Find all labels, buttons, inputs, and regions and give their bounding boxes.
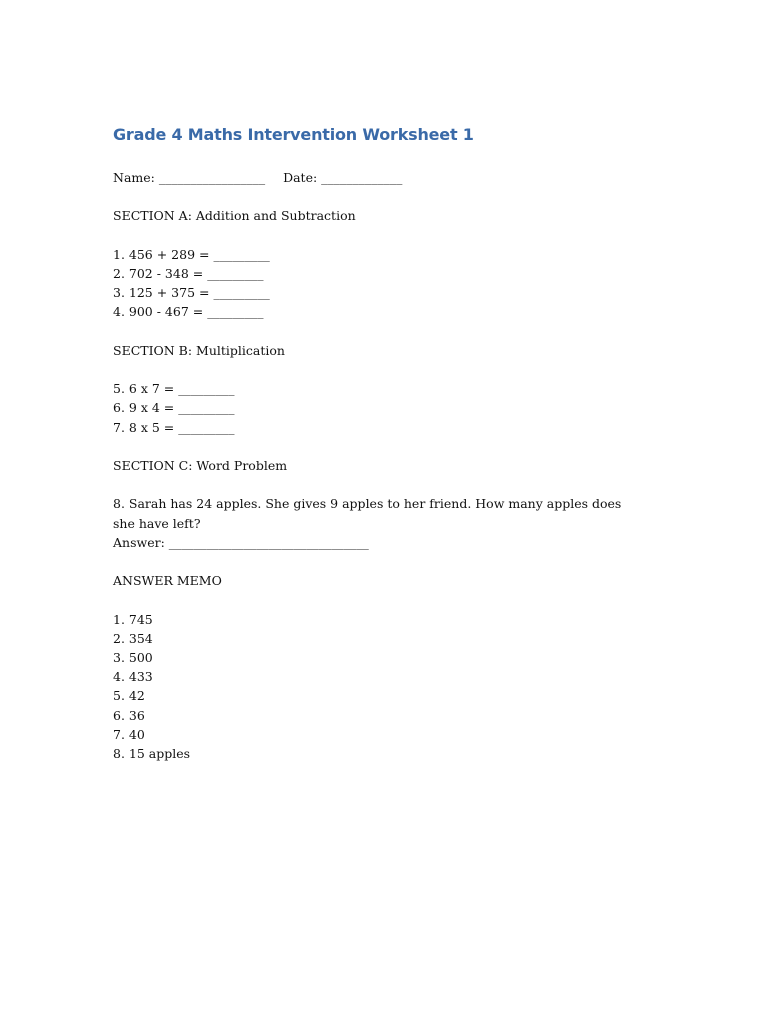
memo-answer-7: 7. 40 (113, 726, 145, 742)
question-6: 6. 9 x 4 = _________ (113, 400, 235, 416)
section-c-heading: SECTION C: Word Problem (113, 457, 288, 473)
question-3: 3. 125 + 375 = _________ (113, 285, 270, 301)
section-b-heading: SECTION B: Multiplication (113, 342, 285, 358)
memo-answer-1: 1. 745 (113, 611, 153, 627)
answer-line: Answer: ________________________________ (113, 534, 369, 550)
question-4: 4. 900 - 467 = _________ (113, 304, 264, 320)
memo-answer-6: 6. 36 (113, 707, 145, 723)
name-field: Name: _________________ (113, 170, 266, 185)
memo-answer-8: 8. 15 apples (113, 745, 191, 761)
date-field: Date: _____________ (283, 170, 403, 185)
question-7: 7. 8 x 5 = _________ (113, 419, 235, 435)
question-5: 5. 6 x 7 = _________ (113, 381, 235, 397)
memo-answer-3: 3. 500 (113, 649, 153, 665)
answer-memo-heading: ANSWER MEMO (113, 573, 222, 589)
memo-answer-4: 4. 433 (113, 669, 153, 685)
memo-answer-2: 2. 354 (113, 630, 153, 646)
worksheet-page (113, 124, 643, 763)
section-a-heading: SECTION A: Addition and Subtraction (113, 208, 356, 224)
question-2: 2. 702 - 348 = _________ (113, 265, 264, 281)
memo-answer-5: 5. 42 (113, 688, 145, 704)
name-date-row (113, 168, 643, 187)
question-8: 8. Sarah has 24 apples. She gives 9 apples to her friend. How many apples does she have left? (113, 496, 622, 531)
worksheet-title: Grade 4 Maths Intervention Worksheet 1 (113, 125, 474, 144)
question-1: 1. 456 + 289 = _________ (113, 246, 270, 262)
